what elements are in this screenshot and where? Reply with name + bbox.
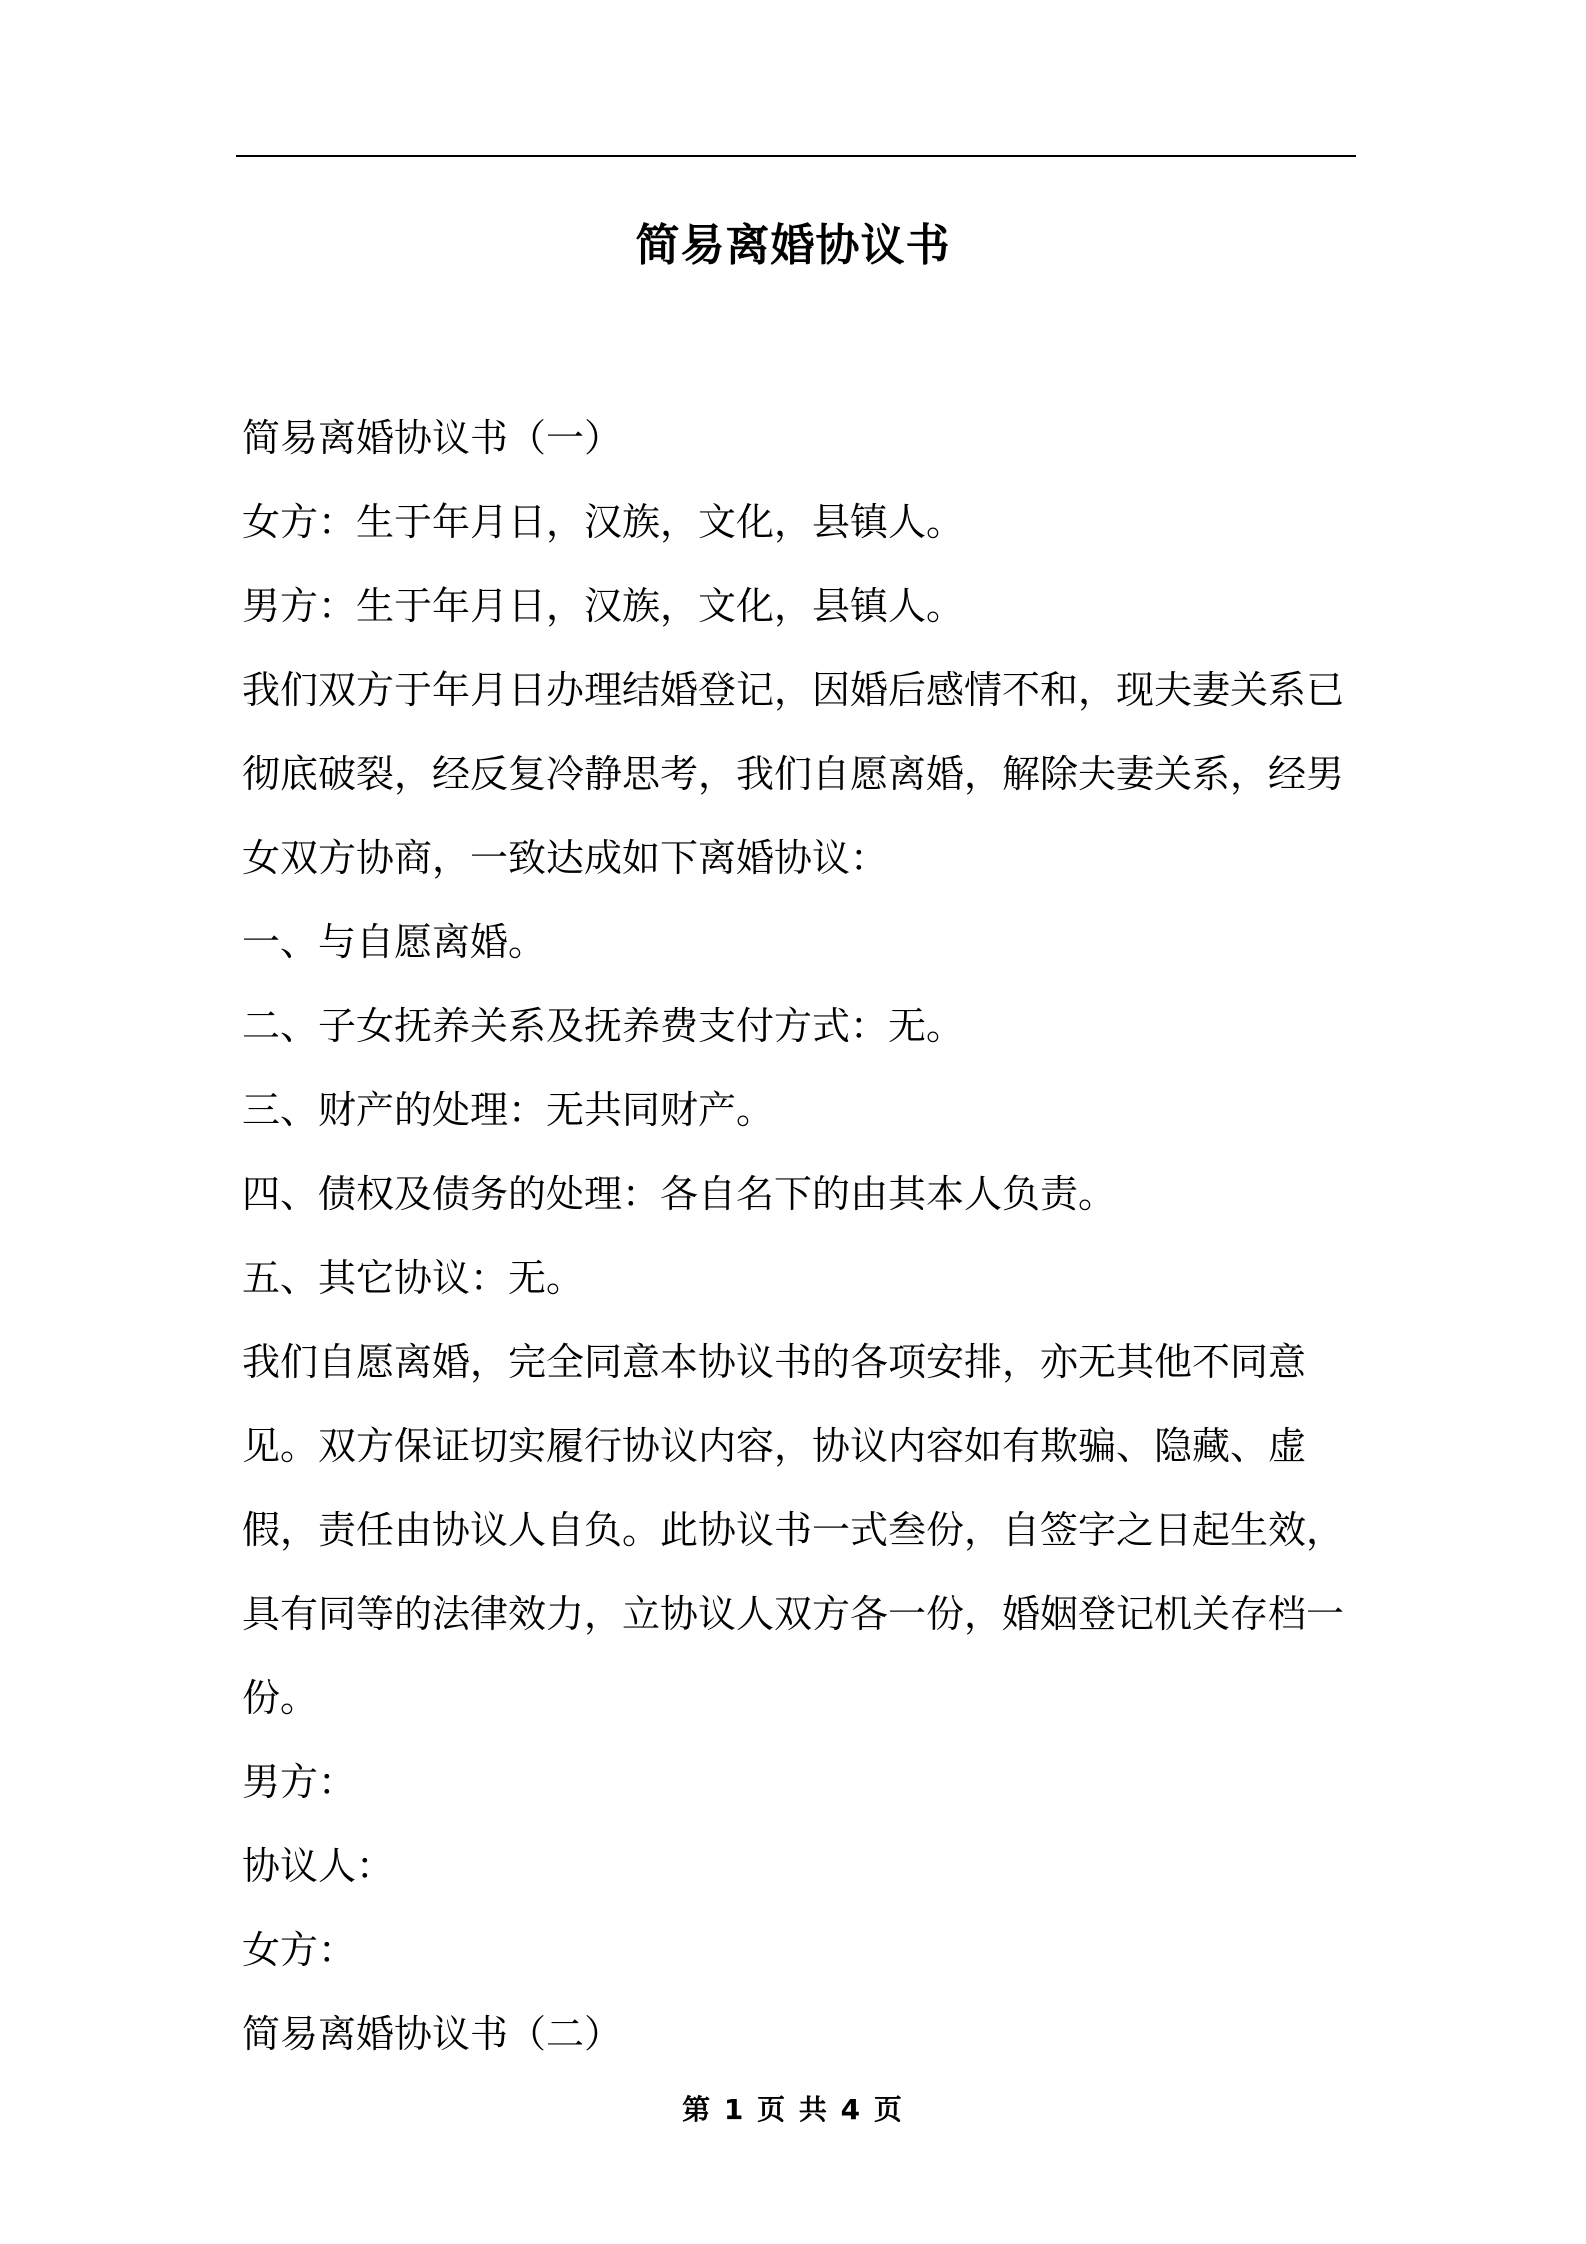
signature-male: 男方： bbox=[242, 1760, 357, 1804]
section-heading-two: 简易离婚协议书（二） bbox=[242, 2012, 623, 2056]
female-party-info: 女方：生于年月日，汉族，文化，县镇人。 bbox=[242, 500, 965, 544]
document-title: 简易离婚协议书 bbox=[635, 220, 951, 271]
clause-four: 四、债权及债务的处理：各自名下的由其本人负责。 bbox=[242, 1172, 1117, 1216]
agreement-statement: 我们自愿离婚，完全同意本协议书的各项安排，亦无其他不同意见。双方保证切实履行协议内容，协议内容如有欺骗、隐藏、虚假，责任由协议人自负。此协议书一式叁份，自签字之日起生效，具有同等的法律效力，立协议人双方各一份，婚姻登记机关存档一份。 bbox=[242, 1340, 1345, 1720]
signature-female: 女方： bbox=[242, 1928, 357, 1972]
document-body bbox=[242, 396, 1362, 2076]
agreement-preamble: 我们双方于年月日办理结婚登记，因婚后感情不和，现夫妻关系已彻底破裂，经反复冷静思考，我们自愿离婚，解除夫妻关系，经男女双方协商，一致达成如下离婚协议： bbox=[242, 668, 1345, 880]
male-party-info: 男方：生于年月日，汉族，文化，县镇人。 bbox=[242, 584, 965, 628]
page-number-footer: 第 1 页 共 4 页 bbox=[682, 2093, 904, 2126]
clause-three: 三、财产的处理：无共同财产。 bbox=[242, 1088, 775, 1132]
section-heading-one: 简易离婚协议书（一） bbox=[242, 416, 623, 460]
signature-parties: 协议人： bbox=[242, 1844, 395, 1888]
clause-one: 一、与自愿离婚。 bbox=[242, 920, 547, 964]
clause-two: 二、子女抚养关系及抚养费支付方式：无。 bbox=[242, 1004, 965, 1048]
clause-five: 五、其它协议：无。 bbox=[242, 1256, 585, 1300]
header-rule bbox=[236, 155, 1356, 157]
